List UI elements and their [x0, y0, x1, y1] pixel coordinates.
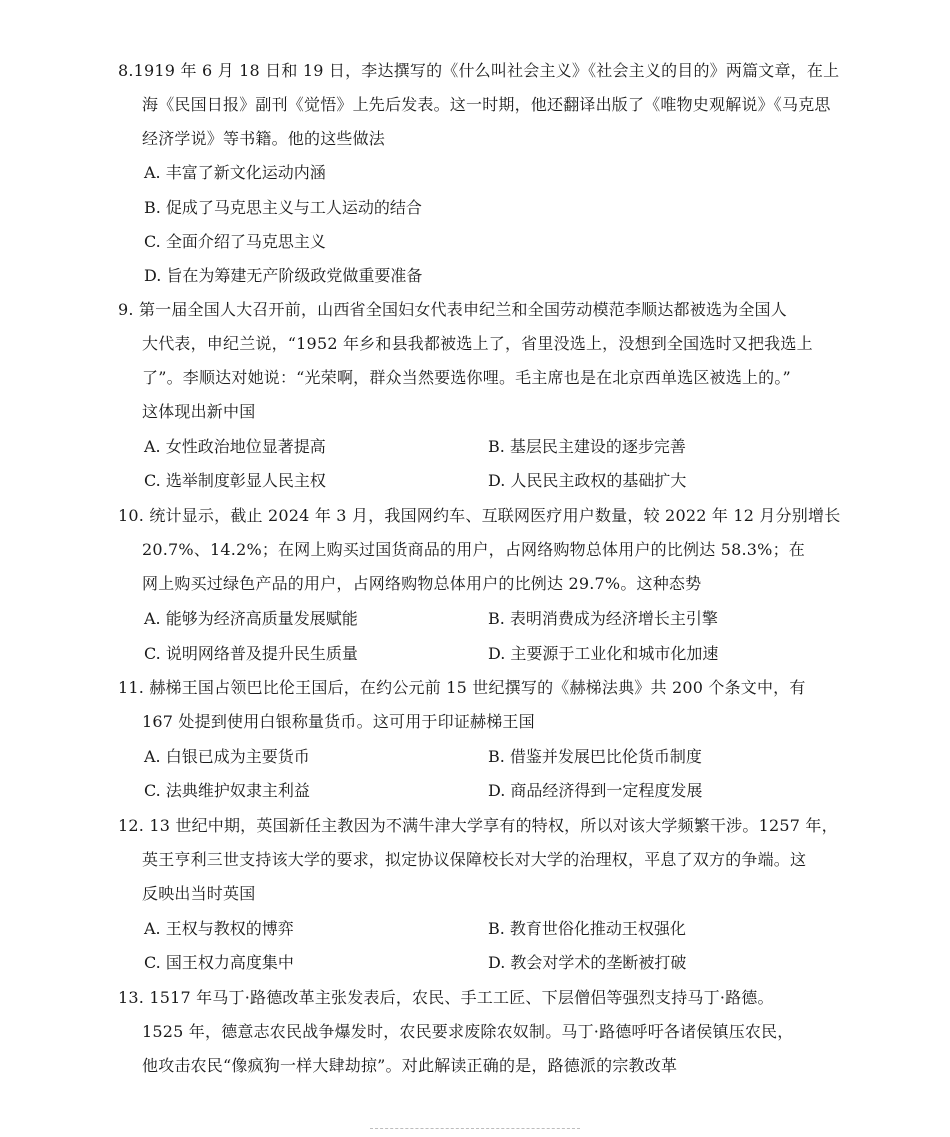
question-11-option-d[interactable]: D. 商品经济得到一定程度发展 — [488, 781, 703, 800]
question-12-option-b[interactable]: B. 教育世俗化推动王权强化 — [488, 919, 686, 938]
question-11-option-a[interactable]: A. 白银已成为主要货币 — [144, 747, 310, 766]
question-8-stem-line-3: 经济学说》等书籍。他的这些做法 — [142, 129, 386, 148]
question-8-option-a[interactable]: A. 丰富了新文化运动内涵 — [144, 163, 326, 182]
question-10-stem-line-3: 网上购买过绿色产品的用户，占网络购物总体用户的比例达 29.7%。这种态势 — [142, 574, 702, 593]
question-10-option-b[interactable]: B. 表明消费成为经济增长主引擎 — [488, 609, 718, 628]
question-13-stem-line-2: 1525 年，德意志农民战争爆发时，农民要求废除农奴制。马丁·路德呼吁各诸侯镇压农民， — [142, 1022, 794, 1041]
question-11-stem-line-1: 11. 赫梯王国占领巴比伦王国后，在约公元前 15 世纪撰写的《赫梯法典》共 200 个条文中，有 — [118, 678, 806, 697]
question-12-option-d[interactable]: D. 教会对学术的垄断被打破 — [488, 953, 687, 972]
question-12-option-a[interactable]: A. 王权与教权的博弈 — [144, 919, 294, 938]
question-10-stem-line-2: 20.7%、14.2%；在网上购买过国货商品的用户，占网络购物总体用户的比例达 58.3%；在 — [142, 540, 805, 559]
question-12-stem-line-1: 12. 13 世纪中期，英国新任主教因为不满牛津大学享有的特权，所以对该大学频繁干涉。1257 年， — [118, 816, 838, 835]
question-11-stem-line-2: 167 处提到使用白银称量货币。这可用于印证赫梯王国 — [142, 712, 535, 731]
question-12-stem-line-2: 英王亨利三世支持该大学的要求，拟定协议保障校长对大学的治理权，平息了双方的争端。这 — [142, 850, 807, 869]
question-10-stem-line-1: 10. 统计显示，截止 2024 年 3 月，我国网约车、互联网医疗用户数量，较 2022 年 12 月分别增长 — [118, 506, 841, 525]
question-8-option-b[interactable]: B. 促成了马克思主义与工人运动的结合 — [144, 198, 422, 217]
question-9-stem-line-4: 这体现出新中国 — [142, 402, 256, 421]
question-13-stem-line-3: 他攻击农民“像疯狗一样大肆劫掠”。对此解读正确的是，路德派的宗教改革 — [142, 1056, 678, 1075]
question-8-option-c[interactable]: C. 全面介绍了马克思主义 — [144, 232, 326, 251]
question-9-stem-line-1: 9. 第一届全国人大召开前，山西省全国妇女代表申纪兰和全国劳动模范李顺达都被选为全国人 — [118, 300, 787, 319]
question-11-option-b[interactable]: B. 借鉴并发展巴比伦货币制度 — [488, 747, 702, 766]
question-9-option-d[interactable]: D. 人民民主政权的基础扩大 — [488, 471, 687, 490]
question-8-stem-line-2: 海《民国日报》副刊《觉悟》上先后发表。这一时期，他还翻译出版了《唯物史观解说》《马克思 — [142, 95, 831, 114]
question-10-option-c[interactable]: C. 说明网络普及提升民生质量 — [144, 644, 358, 663]
question-12-stem-line-3: 反映出当时英国 — [142, 884, 256, 903]
question-9-option-c[interactable]: C. 选举制度彰显人民主权 — [144, 471, 326, 490]
question-10-option-d[interactable]: D. 主要源于工业化和城市化加速 — [488, 644, 719, 663]
question-9-stem-line-2: 大代表，申纪兰说，“1952 年乡和县我都被选上了，省里没选上，没想到全国选时又把我选上 — [142, 334, 813, 353]
question-12-option-c[interactable]: C. 国王权力高度集中 — [144, 953, 294, 972]
question-8-stem-line-1: 8.1919 年 6 月 18 日和 19 日，李达撰写的《什么叫社会主义》《社会主义的目的》两篇文章，在上 — [118, 61, 840, 80]
question-9-option-b[interactable]: B. 基层民主建设的逐步完善 — [488, 437, 686, 456]
page-footer-divider — [370, 1128, 580, 1133]
question-13-stem-line-1: 13. 1517 年马丁·路德改革主张发表后，农民、手工工匠、下层僧侣等强烈支持马丁·路德。 — [118, 988, 774, 1007]
question-9-option-a[interactable]: A. 女性政治地位显著提高 — [144, 437, 326, 456]
question-10-option-a[interactable]: A. 能够为经济高质量发展赋能 — [144, 609, 358, 628]
question-8-option-d[interactable]: D. 旨在为筹建无产阶级政党做重要准备 — [144, 266, 423, 285]
question-11-option-c[interactable]: C. 法典维护奴隶主利益 — [144, 781, 310, 800]
question-9-stem-line-3: 了”。李顺达对她说：“光荣啊，群众当然要选你哩。毛主席也是在北京西单选区被选上的。” — [142, 368, 791, 387]
